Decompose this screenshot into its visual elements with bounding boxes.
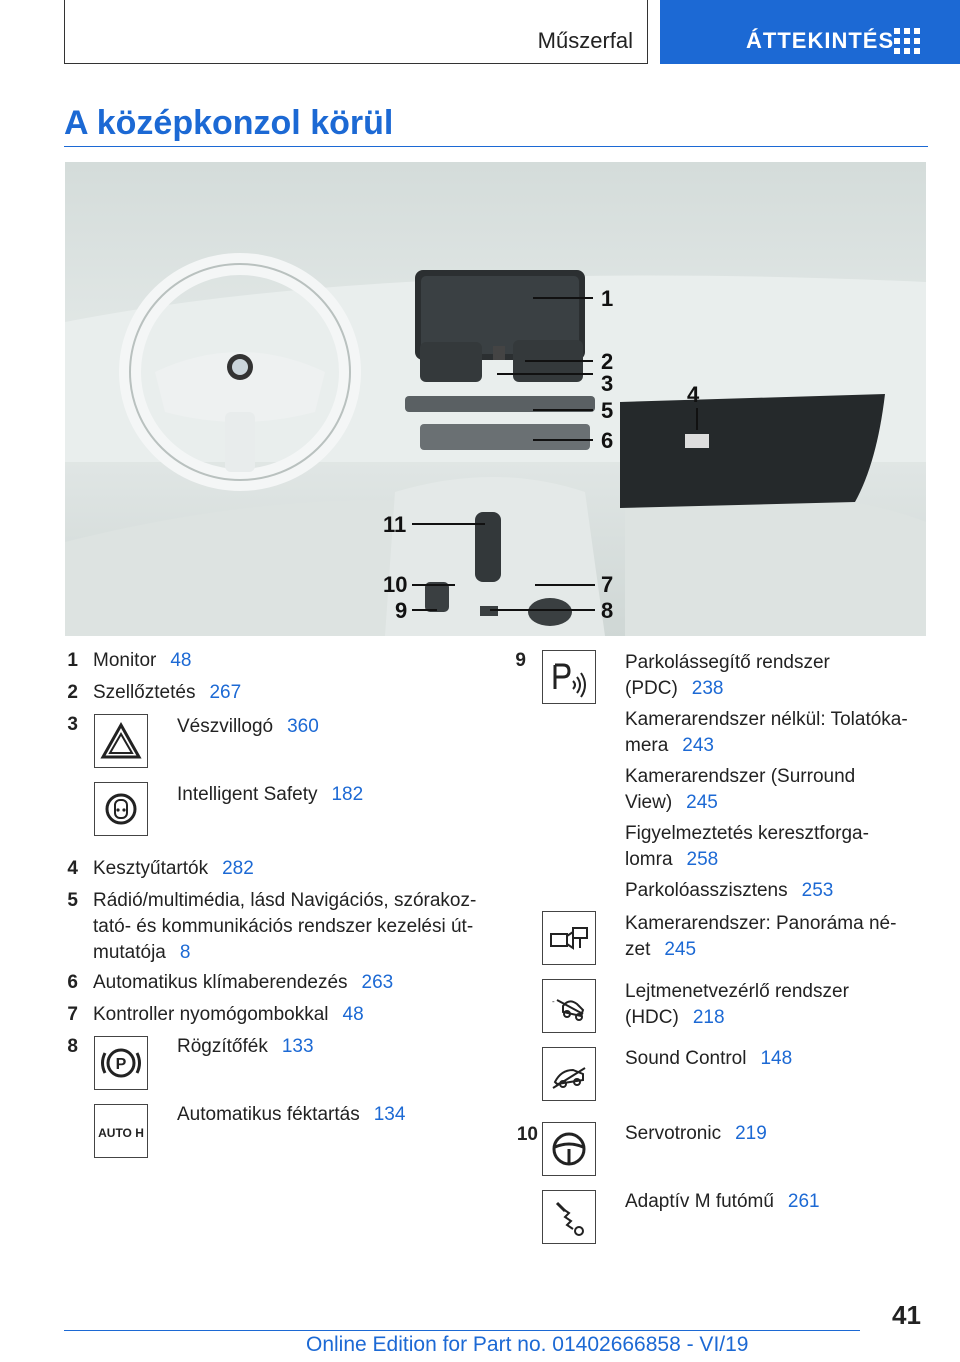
callout-2: 2 [601,349,614,374]
item-radio-multimedia [93,888,483,966]
item-text-line: mutatója [93,942,166,963]
item-monitor [93,648,192,674]
callout-11: 11 [383,512,407,537]
item-text: Monitor [93,650,157,671]
item-panorama-view [625,911,925,963]
item-9-number: 9 [515,650,526,671]
item-parking-assistant [625,878,925,904]
item-6-number: 6 [67,972,78,993]
callout-9: 9 [395,598,408,623]
page-link[interactable]: 245 [686,792,718,813]
page-link[interactable]: 48 [342,1004,364,1025]
header-chapter-tab[interactable] [660,0,960,64]
svg-text:P: P [115,1056,127,1073]
item-hdc [625,979,925,1031]
page-link[interactable]: 263 [361,972,394,993]
callout-1: 1 [601,286,614,311]
item-text-line: Rádió/multimédia, lásd Navigációs, szórakoz- [93,890,477,911]
callout-7: 7 [601,572,614,597]
page-link[interactable]: 267 [209,682,242,703]
item-4-number: 4 [67,858,78,879]
intelligent-safety-icon [94,782,148,836]
item-text-line: Servotronic [625,1123,722,1144]
page-link[interactable]: 218 [692,1007,725,1028]
item-8-number: 8 [67,1036,78,1057]
item-text-line: Parkolássegítő rendszer [625,652,830,673]
page-link[interactable]: 253 [801,880,834,901]
item-surround-view [625,764,925,816]
item-text: Vészvillogó [177,716,274,737]
item-servotronic [625,1121,925,1147]
svg-text:-: - [552,997,555,1006]
item-auto-hold [177,1102,405,1128]
page-link[interactable]: 48 [170,650,192,671]
steering-wheel-icon [542,1122,596,1176]
item-text-line: zet [625,939,651,960]
page-link[interactable]: 182 [331,784,364,805]
item-parking-brake [177,1034,314,1060]
suspension-icon [542,1190,596,1244]
item-pdc [625,650,925,702]
item-climate [93,970,393,996]
header-section-box [64,0,648,64]
page-link[interactable]: 282 [222,858,254,879]
footer-divider [64,1330,860,1331]
item-rear-camera [625,707,925,759]
callout-4: 4 [687,382,700,407]
item-text: Automatikus féktartás [177,1104,360,1125]
item-10-number: 10 [516,1124,538,1145]
item-text-line: Figyelmeztetés keresztforga- [625,823,869,844]
parking-brake-icon [94,1036,148,1090]
item-1-number: 1 [67,650,78,671]
item-cross-traffic [625,821,925,873]
item-text: Automatikus klímaberendezés [93,972,348,993]
page-link[interactable]: 148 [760,1048,793,1069]
item-glovebox [93,856,254,882]
center-console-illustration [65,162,926,636]
item-text-line: View) [625,792,673,813]
item-text-line: Kamerarendszer nélkül: Tolatóka- [625,709,908,730]
page-link[interactable]: 258 [686,849,719,870]
item-ventilation [93,680,241,706]
sound-control-icon [542,1047,596,1101]
title-divider [64,146,928,147]
pdc-icon [542,650,596,704]
page-link[interactable]: 261 [787,1191,820,1212]
auto-hold-icon [94,1104,148,1158]
page-title: A középkonzol körül [64,104,394,142]
header-chapter-label: ÁTTEKINTÉS [746,28,895,53]
hill-descent-icon [542,979,596,1033]
header-section-label: Műszerfal [537,28,633,53]
item-text: Rögzítőfék [177,1036,268,1057]
item-7-number: 7 [67,1004,78,1025]
item-2-number: 2 [67,682,78,703]
hazard-triangle-icon [94,714,148,768]
item-intelligent-safety [177,782,363,808]
page-number: 41 [892,1300,921,1330]
item-text-line: Parkolóasszisztens [625,880,788,901]
item-text-line: tató- és kommunikációs rendszer kezelési út- [93,916,474,937]
page-link[interactable]: 360 [287,716,319,737]
item-sound-control [625,1046,925,1072]
item-text: Kontroller nyomógombokkal [93,1004,329,1025]
item-text-line: mera [625,735,669,756]
page-link[interactable]: 133 [281,1036,314,1057]
item-text-line: Kamerarendszer: Panoráma né- [625,913,897,934]
item-text-line: Lejtmenetvezérlő rendszer [625,981,849,1002]
item-adaptive-suspension [625,1189,925,1215]
callout-10: 10 [383,572,408,597]
callout-6: 6 [601,428,614,453]
item-text-line: Kamerarendszer (Surround [625,766,856,787]
callout-3: 3 [601,371,614,396]
item-text: Intelligent Safety [177,784,318,805]
auto-hold-icon-text: AUTO H [98,1126,144,1140]
page-link[interactable]: 219 [735,1123,767,1144]
page-link[interactable]: 243 [682,735,714,756]
item-text-line: lomra [625,849,673,870]
page-link[interactable]: 134 [373,1104,406,1125]
item-text: Kesztyűtartók [93,858,209,879]
callout-5: 5 [601,398,614,423]
item-controller [93,1002,364,1028]
item-text-line: (HDC) [625,1007,679,1028]
page-link[interactable]: 238 [691,678,724,699]
item-text-line: (PDC) [625,678,678,699]
callout-8: 8 [601,598,614,623]
item-3-number: 3 [67,714,78,735]
grid-menu-icon [894,28,922,54]
page-link[interactable]: 8 [179,942,191,963]
footer-edition: Online Edition for Part no. 01402666858 - VI/19 [306,1333,749,1356]
item-text-line: Sound Control [625,1048,747,1069]
panorama-camera-icon [542,911,596,965]
item-hazard-lights [177,714,319,740]
item-text: Szellőztetés [93,682,196,703]
item-text-line: Adaptív M futómű [625,1191,774,1212]
item-5-number: 5 [67,890,78,911]
page-link[interactable]: 245 [664,939,697,960]
